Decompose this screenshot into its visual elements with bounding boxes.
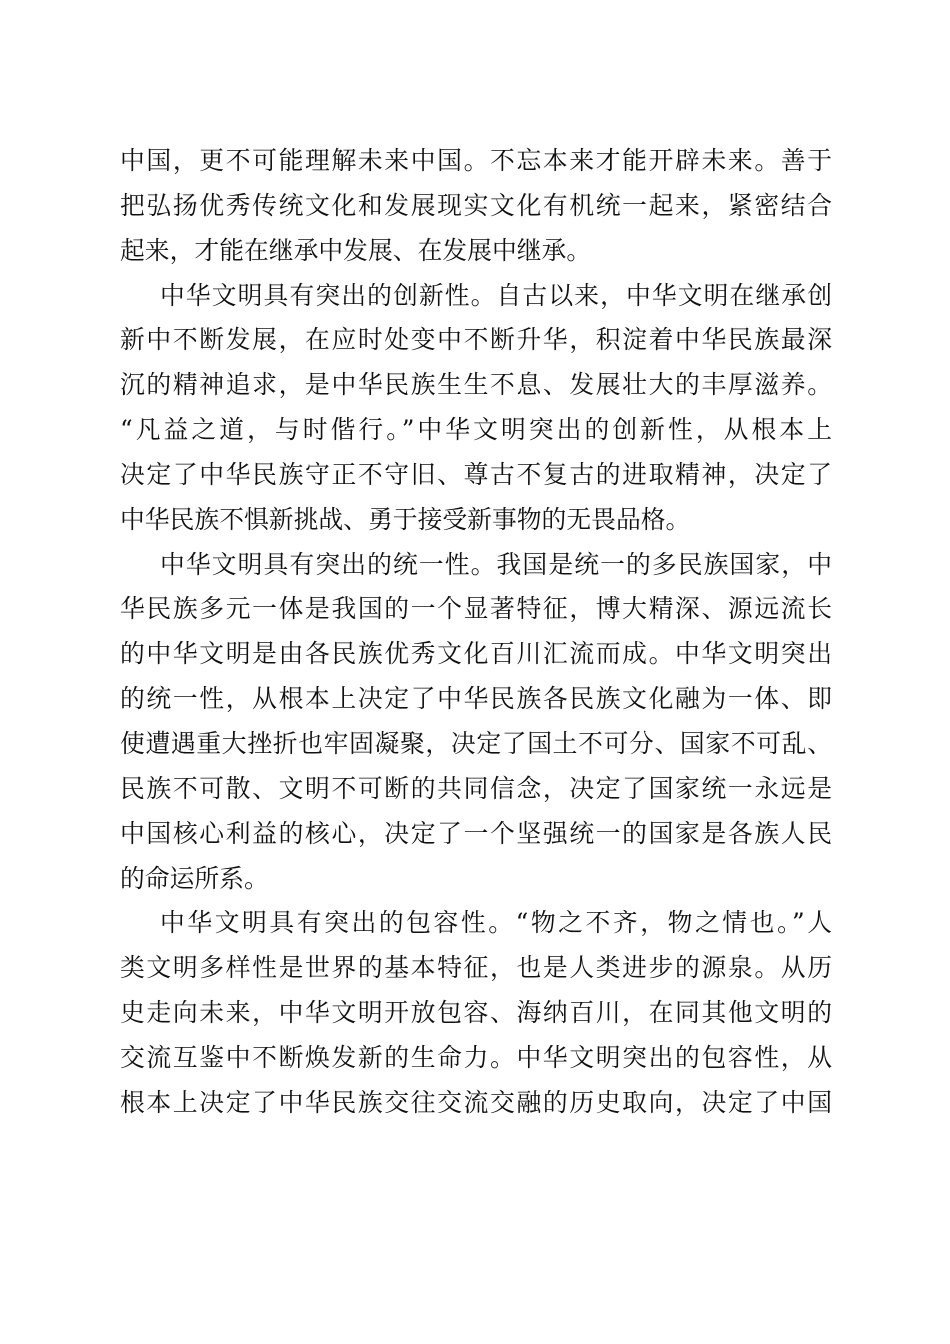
text-line: 的命运所系。 [120,863,269,893]
text-line: 中国，更不可能理解未来中国。不忘本来才能开辟未来。善于 [120,146,832,175]
text-line: 决定了中华民族守正不守旧、尊古不复古的进取精神，决定了 [120,459,832,489]
paragraph-first-line: 中华文明具有突出的统一性。我国是统一的多民族国家，中 [160,549,832,579]
text-line: 的统一性，从根本上决定了中华民族各民族文化融为一体、即 [120,684,832,714]
body-text [120,139,832,1126]
text-line: 类文明多样性是世界的基本特征，也是人类进步的源泉。从历 [120,953,832,983]
text-line: 的中华文明是由各民族优秀文化百川汇流而成。中华文明突出 [120,639,832,669]
text-line: 使遭遇重大挫折也牢固凝聚，决定了国土不可分、国家不可乱、 [120,728,832,758]
text-line: 民族不可散、文明不可断的共同信念，决定了国家统一永远是 [120,773,832,803]
text-line: 起来，才能在继承中发展、在发展中继承。 [120,235,592,265]
text-line: 新中不断发展，在应时处变中不断升华，积淀着中华民族最深 [120,325,832,355]
text-line: 华民族多元一体是我国的一个显著特征，博大精深、源远流长 [120,594,832,624]
text-line: 交流互鉴中不断焕发新的生命力。中华文明突出的包容性，从 [120,1042,832,1072]
text-line: “凡益之道，与时偕行。”中华文明突出的创新性，从根本上 [120,415,832,445]
paragraph-first-line: 中华文明具有突出的包容性。“物之不齐，物之情也。”人 [160,908,832,938]
paragraph-first-line: 中华文明具有突出的创新性。自古以来，中华文明在继承创 [160,280,832,310]
text-line: 史走向未来，中华文明开放包容、海纳百川，在同其他文明的 [120,998,832,1028]
text-line: 中国核心利益的核心，决定了一个坚强统一的国家是各族人民 [120,818,832,848]
text-line: 把弘扬优秀传统文化和发展现实文化有机统一起来，紧密结合 [120,190,832,220]
text-line: 沉的精神追求，是中华民族生生不息、发展壮大的丰厚滋养。 [120,370,832,400]
text-line: 中华民族不惧新挑战、勇于接受新事物的无畏品格。 [120,504,691,534]
text-line: 根本上决定了中华民族交往交流交融的历史取向，决定了中国 [120,1087,832,1117]
